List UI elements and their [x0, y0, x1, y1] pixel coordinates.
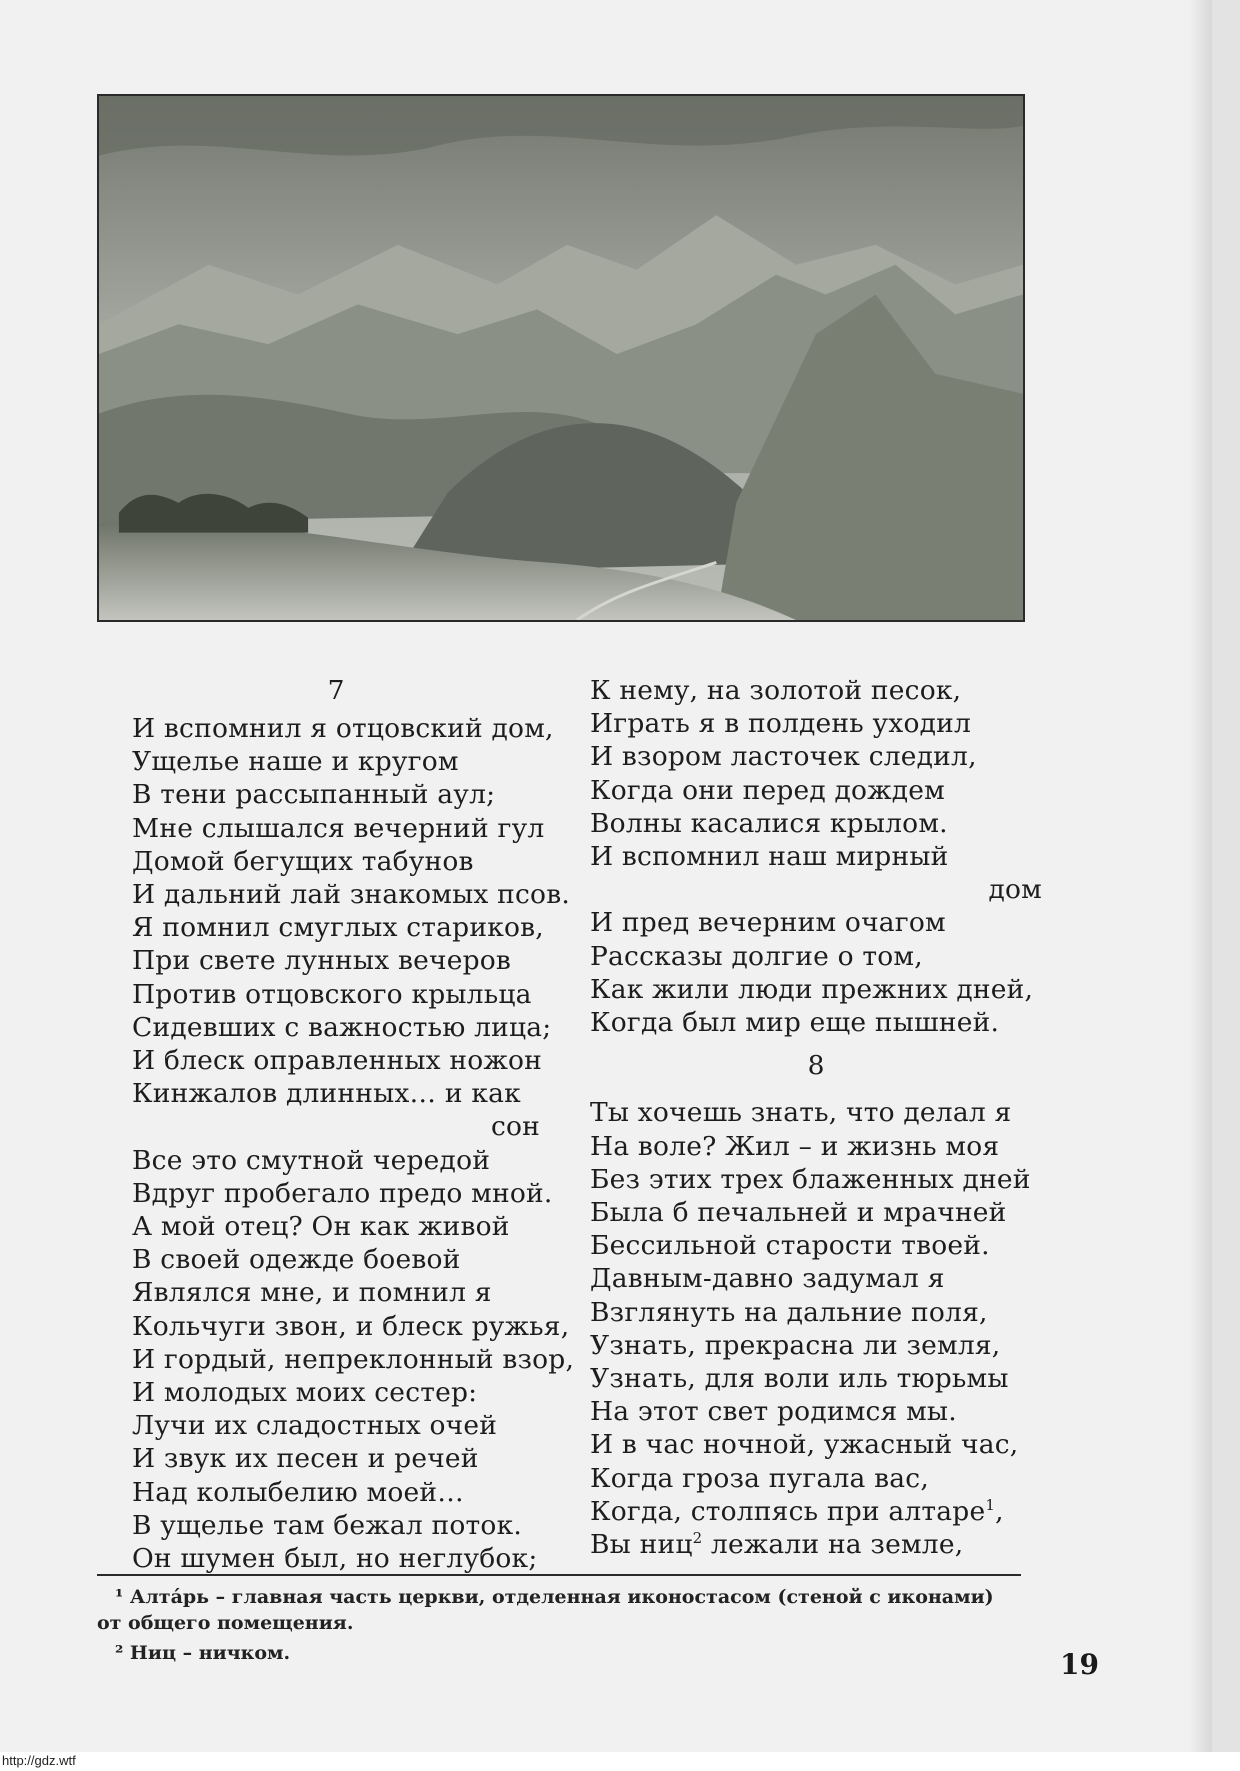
poem-line: Рассказы долгие о том,: [590, 940, 923, 972]
scan-footer: [0, 1752, 1240, 1771]
poem-line: Домой бегущих табунов: [132, 845, 474, 877]
poem-line: И вспомнил я отцовский дом,: [132, 713, 554, 744]
poem-line: И блеск оправленных ножон: [132, 1045, 543, 1076]
poem-line: И гордый, непреклонный взор,: [132, 1343, 575, 1375]
nits-end: лежали на земле,: [702, 1529, 964, 1560]
poem-line: Против отцовского крыльца: [132, 978, 532, 1010]
poem-line: Мне слышался вечерний гул: [132, 812, 545, 844]
poem-line: Когда они перед дождем: [590, 774, 945, 806]
poem-line: И в час ночной, ужасный час,: [590, 1429, 1019, 1461]
poem-line: Ущелье наше и кругом: [132, 746, 459, 778]
scan-footer-url: http://gdz.wtf: [2, 1753, 76, 1768]
poem-line: Бессильной старости твоей.: [590, 1230, 990, 1262]
poem-line: А мой отец? Он как живой: [132, 1211, 510, 1242]
poem-line: И пред вечерним очагом: [590, 907, 946, 939]
poem-line: В тени рассыпанный аул;: [132, 779, 496, 811]
poem-line: Вдруг пробегало предо мной.: [132, 1177, 553, 1209]
poem-line: Взглянуть на дальние поля,: [590, 1296, 988, 1328]
poem-line: Без этих трех блаженных дней: [590, 1163, 1031, 1195]
poem-line: Играть я в полдень уходил: [590, 708, 972, 740]
poem-line: И взором ласточек следил,: [590, 741, 977, 773]
page-edge-shadow: [1188, 0, 1212, 1752]
poem-line: К нему, на золотой песок,: [590, 675, 962, 706]
poem-line-nits: [590, 1528, 963, 1561]
poem-line: И дальний лай знакомых псов.: [132, 879, 570, 910]
footnote-1-line-2: от общего помещения.: [97, 1612, 354, 1634]
poem-line: Являлся мне, и помнил я: [132, 1277, 492, 1309]
poem-line: Была б печальней и мрачней: [590, 1197, 1007, 1228]
poem-line: Давным-давно задумал я: [590, 1263, 945, 1295]
footnote-ref-1: 1: [985, 1495, 996, 1514]
poem-line: Волны касалися крылом.: [590, 807, 948, 839]
poem-line-continuation: дом: [988, 874, 1042, 906]
poem-line: Узнать, прекрасна ли земля,: [590, 1329, 1001, 1361]
poem-line: В своей одежде боевой: [132, 1244, 461, 1276]
footnote-divider: [97, 1574, 1021, 1576]
stanza-number-8: 8: [807, 1050, 825, 1082]
poem-line: И молодых моих сестер:: [132, 1377, 478, 1408]
poem-line: Как жили люди прежних дней,: [590, 973, 1034, 1005]
poem-line: Когда гроза пугала вас,: [590, 1462, 929, 1494]
page-number: 19: [1060, 1648, 1099, 1681]
poem-line: Лучи их сладостных очей: [132, 1410, 498, 1442]
poem-line: Я помнил смуглых стариков,: [132, 912, 544, 944]
poem-line: Он шумен был, но неглубок;: [132, 1543, 538, 1574]
poem-line: Кольчуги звон, и блеск ружья,: [132, 1310, 570, 1342]
poem-line: На воле? Жил – и жизнь моя: [590, 1130, 1000, 1162]
poem-line-continuation: сон: [490, 1111, 540, 1143]
stanza-number-7: 7: [327, 675, 345, 706]
poem-line: Ты хочешь знать, что делал я: [590, 1097, 1012, 1129]
poem-line: Узнать, для воли иль тюрьмы: [590, 1363, 1009, 1394]
altar-text: Когда, столпясь при алтаре: [590, 1495, 986, 1527]
poem-line: Когда был мир еще пышней.: [590, 1007, 1000, 1038]
poem-line: Сидевших с важностью лица;: [132, 1011, 552, 1043]
nits-start: Вы ниц: [590, 1529, 693, 1560]
footnote-1-line-1: ¹ Алта́рь – главная часть церкви, отделенная иконостасом (стеной с иконами): [115, 1586, 994, 1608]
altar-end: ,: [995, 1495, 1004, 1527]
poem-line: В ущелье там бежал поток.: [132, 1509, 522, 1541]
poem-line-altar: [590, 1495, 1004, 1528]
footnote-ref-2: 2: [692, 1529, 703, 1548]
poem-line: И звук их песен и речей: [132, 1443, 479, 1475]
poem-line: И вспомнил наш мирный: [590, 841, 949, 872]
mountain-valley-illustration: [97, 94, 1025, 622]
poem-line: При свете лунных вечеров: [132, 945, 512, 977]
footnote-2: ² Ниц – ничком.: [115, 1642, 291, 1664]
poem-line: Кинжалов длинных… и как: [132, 1078, 521, 1110]
poem-line: На этот свет родимся мы.: [590, 1396, 957, 1428]
poem-line: Все это смутной чередой: [132, 1144, 491, 1176]
poem-line: Над колыбелию моей…: [132, 1476, 464, 1508]
